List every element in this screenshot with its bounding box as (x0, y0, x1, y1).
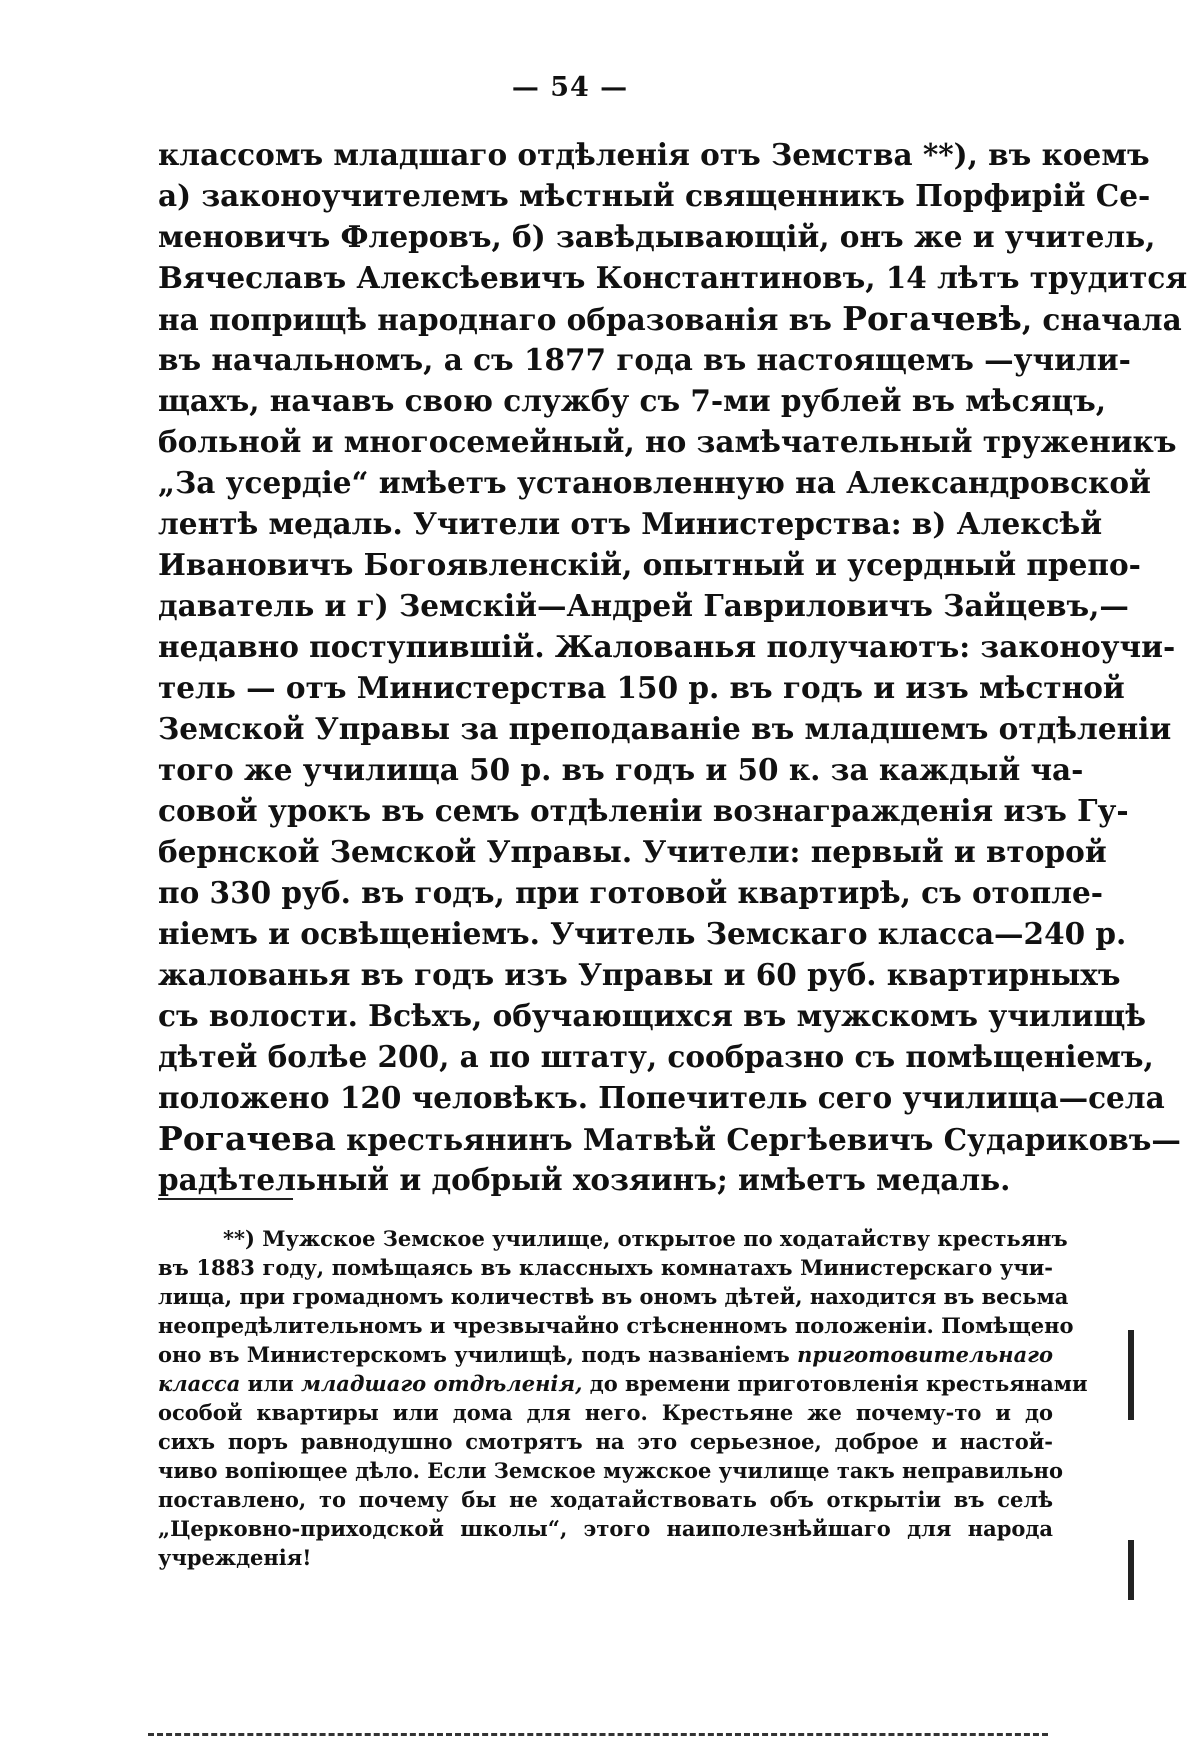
footnote-line: особой квартиры или дома для него. Крестьяне же почему-то и до (158, 1400, 1053, 1425)
text-line: положено 120 человѣкъ. Попечитель сего училища—села (158, 1080, 1165, 1115)
footnote-line: лища, при громадномъ количествѣ въ ономъ дѣтей, находится въ весьма (158, 1284, 1069, 1309)
footnote-line: поставлено, то почему бы не ходатайствовать объ открытіи въ селѣ (158, 1487, 1053, 1512)
scan-edge-mark (1128, 1330, 1134, 1420)
scan-bottom-border (148, 1733, 1048, 1736)
footnote-line (158, 1340, 1053, 1369)
footnote-line (158, 1369, 1088, 1398)
text-line: Ивановичъ Богоявленскій, опытный и усердный препо- (158, 547, 1141, 582)
text-run: на поприщѣ народнаго образованія въ (158, 302, 843, 337)
text-line: Земской Управы за преподаваніе въ младшемъ отдѣленіи (158, 711, 1172, 746)
text-line: щахъ, начавъ свою службу съ 7-ми рублей въ мѣсяцъ, (158, 383, 1107, 418)
text-line: того же училища 50 р. въ годъ и 50 к. за каждый ча- (158, 752, 1084, 787)
text-run: оно въ Министерскомъ училищѣ, подъ названіемъ (158, 1342, 798, 1367)
text-line: Вячеславъ Алексѣевичъ Константиновъ, 14 лѣтъ трудится (158, 260, 1187, 295)
text-line: жалованья въ годъ изъ Управы и 60 руб. квартирныхъ (158, 957, 1121, 992)
place-name-emphasis: Рогачева (158, 1119, 336, 1158)
italic-term: класса (158, 1371, 241, 1396)
text-line: ніемъ и освѣщеніемъ. Учитель Земскаго класса—240 р. (158, 916, 1127, 951)
text-run: или (240, 1371, 301, 1396)
scan-edge-mark (1128, 1540, 1134, 1600)
footnote-line: **) Мужское Земское училище, открытое по ходатайству крестьянъ (223, 1226, 1068, 1251)
footnote-line: „Церковно-приходской школы“, этого наиполезнѣйшаго для народа (158, 1516, 1053, 1541)
footnote-line: сихъ поръ равнодушно смотрятъ на это серьезное, доброе и настой- (158, 1429, 1053, 1454)
text-line: съ волости. Всѣхъ, обучающихся въ мужскомъ училищѣ (158, 998, 1147, 1033)
text-line: лентѣ медаль. Учители отъ Министерства: в) Алексѣй (158, 506, 1103, 541)
footnote-line: учрежденія! (158, 1545, 312, 1570)
footnote-line: неопредѣлительномъ и чрезвычайно стѣсненномъ положеніи. Помѣщено (158, 1313, 1074, 1338)
footnote-line: чиво вопіющее дѣло. Если Земское мужское училище такъ неправильно (158, 1458, 1064, 1483)
text-line: дѣтей болѣе 200, а по штату, сообразно съ помѣщеніемъ, (158, 1039, 1154, 1074)
text-run: до времени приготовленія крестьянами (582, 1371, 1088, 1396)
page-number: — 54 — (511, 72, 629, 103)
text-line: тель — отъ Министерства 150 р. въ годъ и изъ мѣстной (158, 670, 1125, 705)
text-line: радѣтельный и добрый хозяинъ; имѣетъ медаль. (158, 1162, 1011, 1197)
text-line: даватель и г) Земскій—Андрей Гавриловичъ Зайцевъ,— (158, 588, 1129, 623)
italic-term: младшаго отдѣленія, (300, 1371, 583, 1396)
text-run: , сначала (1021, 302, 1182, 337)
text-line: а) законоучителемъ мѣстный священникъ Порфирій Се- (158, 178, 1151, 213)
footnote-line: въ 1883 году, помѣщаясь въ классныхъ комнатахъ Министерскаго учи- (158, 1255, 1053, 1280)
text-line: больной и многосемейный, но замѣчательный труженикъ (158, 424, 1177, 459)
text-line: бернской Земской Управы. Учители: первый и второй (158, 834, 1107, 869)
footnote-separator (158, 1198, 293, 1200)
text-line: по 330 руб. въ годъ, при готовой квартирѣ, съ отопле- (158, 875, 1104, 910)
text-line: „За усердіе“ имѣетъ установленную на Александровской (158, 465, 1151, 500)
text-line: классомъ младшаго отдѣленія отъ Земства **), въ коемъ (158, 137, 1150, 172)
footnote (158, 1224, 1088, 1572)
text-line: въ начальномъ, а съ 1877 года въ настоящемъ —учили- (158, 342, 1131, 377)
place-name-emphasis: Рогачевѣ (842, 299, 1022, 338)
main-text (158, 134, 1187, 1200)
text-line: недавно поступившій. Жалованья получаютъ: законоучи- (158, 629, 1176, 664)
text-line: меновичъ Флеровъ, б) завѣдывающій, онъ же и учитель, (158, 219, 1156, 254)
text-line (158, 298, 1182, 339)
text-line (158, 1118, 1181, 1159)
text-run: крестьянинъ Матвѣй Сергѣевичъ Судариковъ— (335, 1122, 1181, 1157)
text-line: совой урокъ въ семъ отдѣленіи вознагражденія изъ Гу- (158, 793, 1129, 828)
italic-term: приготовительнаго (797, 1342, 1053, 1367)
